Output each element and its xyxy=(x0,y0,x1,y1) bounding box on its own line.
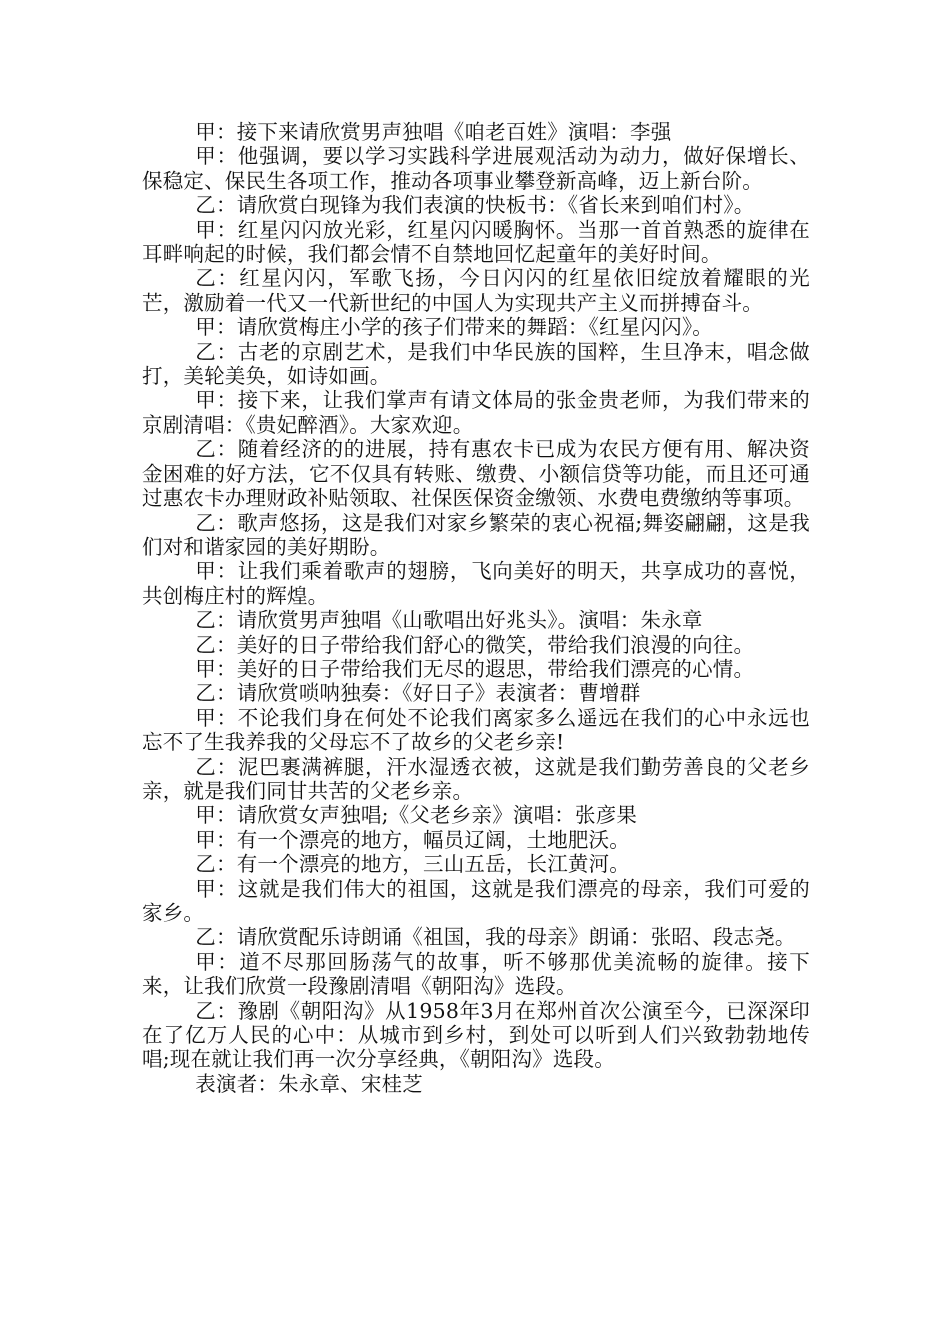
paragraph-20: 乙：有一个漂亮的地方，三山五岳，长江黄河。 xyxy=(195,852,630,877)
paragraph-25: 表演者：朱永章、宋桂芝 xyxy=(195,1071,423,1096)
paragraph-15: 乙：请欣赏唢呐独奏：《好日子》表演者：曹增群 xyxy=(195,681,641,706)
paragraph-13: 乙：美好的日子带给我们舒心的微笑，带给我们浪漫的向往。 xyxy=(195,632,755,657)
paragraph-11: 甲：让我们乘着歌声的翅膀，飞向美好的明天，共享成功的喜悦，共创梅庄村的辉煌。 xyxy=(142,559,810,608)
paragraph-16: 甲：不论我们身在何处不论我们离家多么遥远在我们的心中永远也忘不了生我养我的父母忘不了故乡的父老乡亲! xyxy=(142,705,810,755)
paragraph-8: 甲：接下来，让我们掌声有请文体局的张金贵老师，为我们带来的京剧清唱：《贵妃醉酒》。大家欢迎。 xyxy=(142,388,810,437)
paragraph-19: 甲：有一个漂亮的地方，幅员辽阔，土地肥沃。 xyxy=(195,827,630,852)
paragraph-3: 乙：请欣赏白现锋为我们表演的快板书：《省长来到咱们村》。 xyxy=(195,193,755,218)
paragraph-14: 甲：美好的日子带给我们无尽的遐思，带给我们漂亮的心情。 xyxy=(195,656,755,681)
paragraph-22: 乙：请欣赏配乐诗朗诵《祖国，我的母亲》朗诵：张昭、段志尧。 xyxy=(195,925,796,950)
paragraph-7: 乙：古老的京剧艺术，是我们中华民族的国粹，生旦净末，唱念做打，美轮美奂，如诗如画。 xyxy=(142,339,810,389)
paragraph-12: 乙：请欣赏男声独唱《山歌唱出好兆头》。演唱：朱永章 xyxy=(195,608,703,633)
paragraph-4: 甲：红星闪闪放光彩，红星闪闪暖胸怀。当那一首首熟悉的旋律在耳畔响起的时候，我们都会情不自禁地回忆起童年的美好时间。 xyxy=(142,217,810,267)
paragraph-17: 乙：泥巴裹满裤腿，汗水湿透衣被，这就是我们勤劳善良的父老乡亲，就是我们同甘共苦的父老乡亲。 xyxy=(142,754,810,803)
paragraph-24: 乙：豫剧《朝阳沟》从1958年3月在郑州首次公演至今，已深深印在了亿万人民的心中：从城市到乡村，到处可以听到人们兴致勃勃地传唱;现在就让我们再一次分享经典，《朝阳沟》选段。 xyxy=(142,998,810,1072)
paragraph-6: 甲：请欣赏梅庄小学的孩子们带来的舞蹈：《红星闪闪》。 xyxy=(195,315,713,340)
document-body xyxy=(142,120,810,1096)
paragraph-23: 甲：道不尽那回肠荡气的故事，听不够那优美流畅的旋律。接下来，让我们欣赏一段豫剧清唱《朝阳沟》选段。 xyxy=(142,949,810,999)
paragraph-21: 甲：这就是我们伟大的祖国，这就是我们漂亮的母亲，我们可爱的家乡。 xyxy=(142,876,810,925)
paragraph-1: 甲：接下来请欣赏男声独唱《咱老百姓》演唱：李强 xyxy=(195,120,672,144)
paragraph-2: 甲：他强调，要以学习实践科学进展观活动为动力，做好保增长、保稳定、保民生各项工作，推动各项事业攀登新高峰，迈上新台阶。 xyxy=(142,144,810,193)
paragraph-5: 乙：红星闪闪，军歌飞扬，今日闪闪的红星依旧绽放着耀眼的光芒，激励着一代又一代新世纪的中国人为实现共产主义而拼搏奋斗。 xyxy=(142,266,810,315)
paragraph-10: 乙：歌声悠扬，这是我们对家乡繁荣的衷心祝福;舞姿翩翩，这是我们对和谐家园的美好期盼。 xyxy=(142,510,810,559)
paragraph-18: 甲：请欣赏女声独唱;《父老乡亲》演唱：张彦果 xyxy=(195,803,638,828)
paragraph-9: 乙：随着经济的的进展，持有惠农卡已成为农民方便有用、解决资金困难的好方法，它不仅具有转账、缴费、小额信贷等功能，而且还可通过惠农卡办理财政补贴领取、社保医保资金缴领、水费电费缴纳等事项。 xyxy=(142,437,810,511)
